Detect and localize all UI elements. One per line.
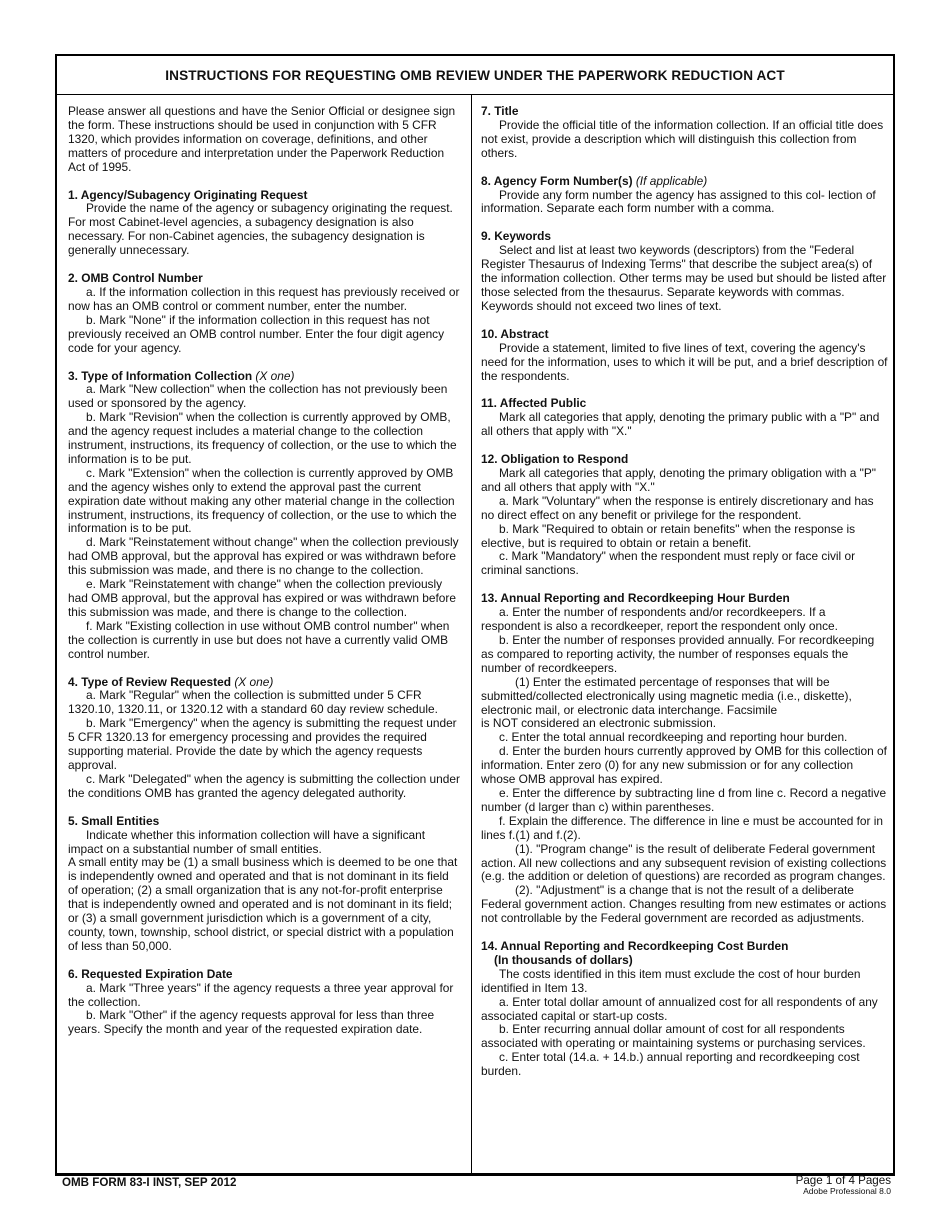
section-paragraph: c. Enter the total annual recordkeeping and reporting hour burden. — [499, 730, 848, 745]
section-11 — [481, 397, 888, 439]
section-4 — [68, 676, 461, 801]
section-heading: 3. Type of Information Collection (X one) — [68, 368, 295, 383]
section-7 — [481, 105, 888, 161]
section-heading: 10. Abstract — [481, 326, 549, 341]
section-paragraph: a. If the information collection in this request has previously received or now has an OMB control or comment number, enter the number. — [68, 284, 460, 313]
section-heading: 7. Title — [481, 104, 519, 118]
section-heading: 5. Small Entities — [68, 813, 160, 828]
page-title: INSTRUCTIONS FOR REQUESTING OMB REVIEW UNDER THE PAPERWORK REDUCTION ACT — [57, 56, 893, 95]
section-13 — [481, 592, 888, 926]
section-paragraph: b. Mark "Other" if the agency requests approval for less than three years. Specify the month and year of the requested expiration date. — [68, 1008, 435, 1037]
section-5 — [68, 815, 461, 954]
form-frame — [55, 54, 895, 1176]
section-3 — [68, 370, 461, 662]
section-subheading: (In thousands of dollars) — [494, 952, 633, 967]
section-paragraph: Provide the official title of the information collection. If an official title does not exist, provide a description which will distinguish this collection from others. — [481, 117, 884, 160]
section-heading: 9. Keywords — [481, 229, 552, 244]
intro-paragraph: Please answer all questions and have the Senior Official or designee sign the form. These instructions should be used in conjunction with 5 CFR 1320, which provides information on coverage, definitions, and other matters of procedure and interpretation under the Paperwork Reduction Act of 1995. — [68, 104, 456, 174]
section-heading: 8. Agency Form Number(s) (If applicable) — [481, 173, 708, 188]
section-paragraph: a. Mark "Three years" if the agency requests a three year approval for the collection. — [68, 980, 454, 1009]
section-paragraph: f. Explain the difference. The difference in line e must be accounted for in lines f.(1) and f.(2). — [481, 813, 884, 842]
section-paragraph: Provide any form number the agency has assigned to this col- lection of information. Separate each form number with a comma. — [481, 187, 876, 216]
section-paragraph: c. Mark "Mandatory" when the respondent must reply or face civil or criminal sanctions. — [481, 549, 856, 578]
section-paragraph: b. Mark "None" if the information collection in this request has not previously received an OMB control number. Enter the four digit agency code for your agency. — [68, 312, 445, 355]
section-paragraph: c. Mark "Extension" when the collection is currently approved by OMB and the agency wishes only to extend the approval past the current expiration date without making any other material change in the collection instrument, instructions, its frequency of collection, or the use to which the information is to be put. — [68, 465, 457, 536]
section-paragraph: b. Mark "Revision" when the collection is currently approved by OMB, and the agency request includes a material change to the collection instrument, instructions, its frequency of collection, or the use to which the information is to be put. — [68, 410, 457, 466]
right-column — [481, 105, 888, 1093]
section-8 — [481, 175, 888, 217]
section-paragraph: (1). "Program change" is the result of deliberate Federal government action. All new collections and any subsequent revision of existing collections (e.g. the addition or deletion of questions) are recorded as program changes. — [481, 841, 887, 884]
section-1 — [68, 189, 461, 259]
section-paragraph: (1) Enter the estimated percentage of responses that will be submitted/collected electronically using magnetic media (i.e., diskette), electronic mail, or electronic data interchange. Facsimile — [481, 674, 852, 717]
section-heading: 14. Annual Reporting and Recordkeeping Cost Burden (In thousands of dollars) — [481, 940, 888, 968]
section-14 — [481, 940, 888, 1079]
section-paragraph: a. Mark "Voluntary" when the response is entirely discretionary and has no direct effect on any benefit or privilege for the respondent. — [481, 493, 874, 522]
section-paragraph: a. Enter total dollar amount of annualized cost for all respondents of any associated capital or start-up costs. — [481, 994, 878, 1023]
section-paragraph: Mark all categories that apply, denoting the primary obligation with a "P" and all others that apply with "X." — [481, 466, 877, 494]
section-paragraph: is NOT considered an electronic submission. — [481, 716, 717, 731]
form-identifier: OMB FORM 83-I INST, SEP 2012 — [62, 1176, 237, 1189]
section-heading: 4. Type of Review Requested (X one) — [68, 674, 274, 689]
section-6 — [68, 968, 461, 1038]
section-paragraph: Mark all categories that apply, denoting the primary public with a "P" and all others that apply with "X." — [481, 410, 880, 439]
heading-note: (X one) — [234, 674, 274, 689]
section-heading: 6. Requested Expiration Date — [68, 966, 233, 981]
heading-note: (If applicable) — [635, 173, 708, 188]
section-paragraph: d. Mark "Reinstatement without change" when the collection previously had OMB approval, but the approval has expired or was withdrawn before this submission was made, and there is no change to the collection. — [68, 535, 459, 578]
section-paragraph: a. Mark "Regular" when the collection is submitted under 5 CFR 1320.10, 1320.11, or 1320.12 with a standard 60 day review schedule. — [68, 688, 438, 717]
section-paragraph: e. Enter the difference by subtracting line d from line c. Record a negative number (d larger than c) within parentheses. — [481, 785, 887, 814]
section-paragraph: a. Enter the number of respondents and/or recordkeepers. If a respondent is also a recordkeeper, report the respondent only once. — [481, 605, 838, 634]
section-paragraph: b. Enter the number of responses provided annually. For recordkeeping as compared to reporting activity, the number of responses equals the number of recordkeepers. — [481, 633, 875, 675]
software-credit: Adobe Professional 8.0 — [803, 1186, 891, 1196]
section-heading: 2. OMB Control Number — [68, 271, 203, 286]
section-paragraph: (2). "Adjustment" is a change that is not the result of a deliberate Federal government action. Changes resulting from new estimates or actions not controllable by the Federal government are recorded as adjustments. — [481, 883, 887, 926]
section-paragraph: c. Enter total (14.a. + 14.b.) annual reporting and recordkeeping cost burden. — [481, 1050, 860, 1079]
section-paragraph: A small entity may be (1) a small business which is deemed to be one that is independently owned and operated and that is not dominant in its field of operation; (2) a small organization that is any not-for-profit enterprise that is independently owned and operated and is not dominant in its field; or (3) a small government jurisdiction which is a government of a city, county, town, township, school district, or special district with a population of less than 50,000. — [68, 855, 458, 953]
section-heading: 11. Affected Public — [481, 396, 587, 411]
left-column — [68, 105, 461, 1051]
section-paragraph: a. Mark "New collection" when the collection has not previously been used or sponsored by the agency. — [68, 382, 448, 411]
section-paragraph: f. Mark "Existing collection in use without OMB control number" when the collection is currently in use but does not have a currently valid OMB control number. — [68, 618, 450, 661]
section-paragraph: d. Enter the burden hours currently approved by OMB for this collection of information. Enter zero (0) for any new submission or for any collection whose OMB approval has expired. — [481, 744, 887, 787]
section-paragraph: b. Mark "Emergency" when the agency is submitting the request under 5 CFR 1320.13 for emergency processing and provides the required supporting material. Provide the date by which the agency requests approval. — [68, 716, 457, 772]
section-paragraph: b. Enter recurring annual dollar amount of cost for all respondents associated with operating or maintaining systems or purchasing services. — [481, 1022, 866, 1051]
section-paragraph: c. Mark "Delegated" when the agency is submitting the collection under the conditions OMB has granted the agency delegated authority. — [68, 771, 460, 800]
heading-note: (X one) — [255, 368, 295, 383]
column-divider — [471, 95, 472, 1176]
section-paragraph: Select and list at least two keywords (descriptors) from the "Federal Register Thesaurus of Indexing Terms" that describe the subject area(s) of the information collection. Other terms may be used but should be listed after those selected from the thesaurus. Separate keywords with commas. Keywords should not exceed two lines of text. — [481, 243, 887, 313]
section-paragraph: Indicate whether this information collection will have a significant impact on a substantial number of small entities. — [68, 827, 426, 856]
section-heading: 12. Obligation to Respond — [481, 452, 629, 467]
section-paragraph: e. Mark "Reinstatement with change" when the collection previously had OMB approval, but the approval has expired or was withdrawn before this submission was made, and there is change to the collection. — [68, 577, 456, 619]
section-paragraph: Provide the name of the agency or subagency originating the request. For most Cabinet-level agencies, a subagency designation is also necessary. For non-Cabinet agencies, the subagency designation is generally unnecessary. — [68, 201, 453, 258]
section-paragraph: The costs identified in this item must exclude the cost of hour burden identified in Item 13. — [481, 966, 861, 995]
page-number: Page 1 of 4 Pages — [795, 1174, 891, 1187]
section-9 — [481, 230, 888, 313]
section-2 — [68, 272, 461, 355]
section-12 — [481, 453, 888, 578]
section-paragraph: Provide a statement, limited to five lines of text, covering the agency's need for the information, uses to which it will be put, and a brief description of the respondents. — [481, 340, 888, 383]
section-10 — [481, 328, 888, 384]
page-indicator — [796, 1174, 891, 1196]
section-paragraph: b. Mark "Required to obtain or retain benefits" when the response is elective, but is required to obtain or retain a benefit. — [481, 521, 856, 550]
section-heading: 1. Agency/Subagency Originating Request — [68, 187, 308, 202]
section-heading: 13. Annual Reporting and Recordkeeping Hour Burden — [481, 591, 790, 606]
